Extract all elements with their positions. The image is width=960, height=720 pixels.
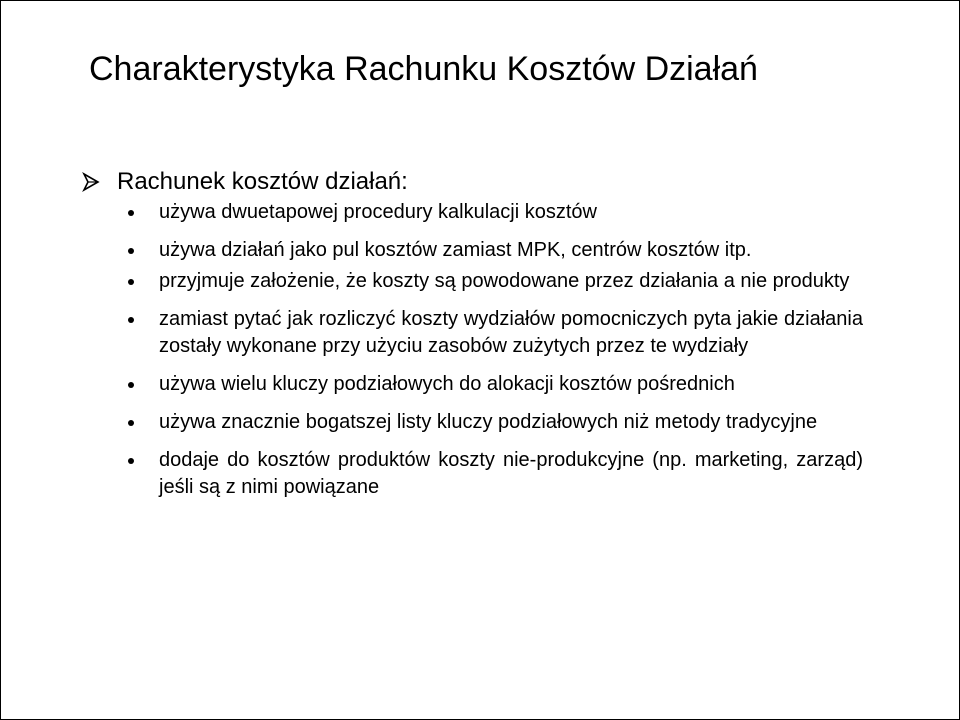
bullet-text: używa dwuetapowej procedury kalkulacji kosztów bbox=[159, 201, 597, 223]
bullet-dot-icon bbox=[128, 458, 134, 464]
bullet-item bbox=[123, 268, 863, 295]
bullet-text: używa znacznie bogatszej listy kluczy podziałowych niż metody tradycyjne bbox=[159, 411, 818, 433]
bullet-item bbox=[123, 371, 863, 398]
bullet-dot-icon bbox=[128, 279, 134, 285]
bullet-text: używa działań jako pul kosztów zamiast MPK, centrów kosztów itp. bbox=[159, 239, 752, 261]
bullet-list bbox=[123, 199, 863, 501]
section-header bbox=[81, 165, 408, 199]
bullet-dot-icon bbox=[128, 210, 134, 216]
bullet-item bbox=[123, 237, 863, 264]
bullet-text: dodaje do kosztów produktów koszty nie-produkcyjne (np. marketing, zarząd) jeśli są z nimi powiązane bbox=[159, 449, 863, 498]
bullet-item bbox=[123, 409, 863, 436]
bullet-item bbox=[123, 199, 863, 226]
bullet-text: przyjmuje założenie, że koszty są powodowane przez działania a nie produkty bbox=[159, 270, 850, 292]
bullet-dot-icon bbox=[128, 420, 134, 426]
bullet-item bbox=[123, 306, 863, 360]
bullet-text: używa wielu kluczy podziałowych do alokacji kosztów pośrednich bbox=[159, 373, 735, 395]
section-heading: Rachunek kosztów działań: bbox=[117, 168, 408, 195]
bullet-dot-icon bbox=[128, 382, 134, 388]
bullet-dot-icon bbox=[128, 317, 134, 323]
bullet-dot-icon bbox=[128, 248, 134, 254]
bullet-item bbox=[123, 447, 863, 501]
bullet-text: zamiast pytać jak rozliczyć koszty wydziałów pomocniczych pyta jakie działania zostały wykonane przy użyciu zasobów zużytych przez te wydziały bbox=[159, 308, 863, 357]
slide-title: Charakterystyka Rachunku Kosztów Działań bbox=[89, 50, 758, 88]
arrow-bullet-icon bbox=[81, 172, 101, 192]
